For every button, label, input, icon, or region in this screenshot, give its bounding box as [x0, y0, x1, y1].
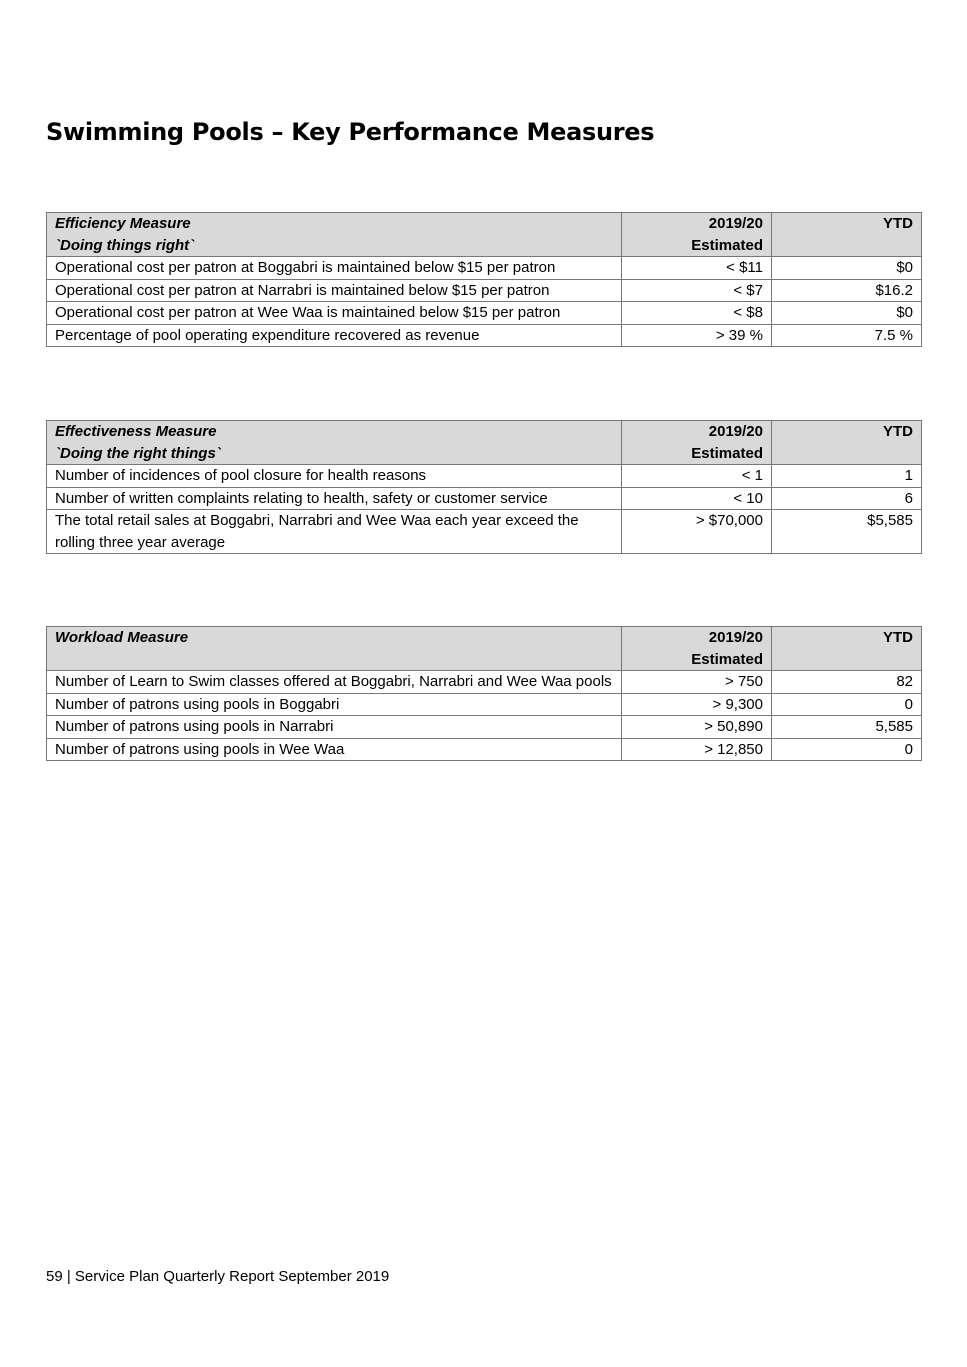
ytd-cell: 7.5 % — [772, 324, 922, 347]
estimated-cell: < $11 — [622, 257, 772, 280]
ytd-cell: $0 — [772, 257, 922, 280]
measure-cell: Operational cost per patron at Wee Waa is maintained below $15 per patron — [47, 302, 622, 325]
measure-cell: Number of patrons using pools in Wee Waa — [47, 738, 622, 761]
estimated-cell: > 39 % — [622, 324, 772, 347]
measure-column-header — [47, 213, 622, 257]
ytd-cell: 82 — [772, 671, 922, 694]
estimated-header-label: Estimated — [691, 650, 763, 668]
measure-title: Efficiency Measure — [55, 215, 191, 232]
measure-cell: Operational cost per patron at Boggabri is maintained below $15 per patron — [47, 257, 622, 280]
table-row — [47, 716, 922, 739]
table-row — [47, 257, 922, 280]
table-row — [47, 465, 922, 488]
table-header-row — [47, 421, 922, 465]
estimated-header-year: 2019/20 — [708, 423, 763, 440]
measure-title: Effectiveness Measure — [55, 423, 217, 440]
estimated-column-header — [622, 213, 772, 257]
estimated-column-header — [622, 421, 772, 465]
estimated-column-header — [622, 627, 772, 671]
table-row — [47, 487, 922, 510]
estimated-cell: > 12,850 — [622, 738, 772, 761]
estimated-cell: < 10 — [622, 487, 772, 510]
table-row — [47, 302, 922, 325]
estimated-header-year: 2019/20 — [708, 629, 763, 646]
measure-column-header — [47, 627, 622, 671]
estimated-header-label: Estimated — [691, 236, 763, 254]
estimated-header-label: Estimated — [691, 444, 763, 462]
measure-column-header — [47, 421, 622, 465]
table-header-row — [47, 627, 922, 671]
ytd-column-header: YTD — [772, 627, 922, 671]
ytd-cell: $5,585 — [772, 510, 922, 554]
ytd-column-header: YTD — [772, 421, 922, 465]
table-row — [47, 510, 922, 554]
workload-measure-table — [46, 626, 922, 761]
ytd-column-header: YTD — [772, 213, 922, 257]
measure-cell: Operational cost per patron at Narrabri is maintained below $15 per patron — [47, 279, 622, 302]
table-row — [47, 671, 922, 694]
estimated-cell: > 50,890 — [622, 716, 772, 739]
table-header-row — [47, 213, 922, 257]
measure-title: Workload Measure — [55, 629, 189, 646]
ytd-cell: 0 — [772, 693, 922, 716]
measure-cell: Number of written complaints relating to health, safety or customer service — [47, 487, 622, 510]
table-row — [47, 693, 922, 716]
ytd-cell: 5,585 — [772, 716, 922, 739]
estimated-cell: < $8 — [622, 302, 772, 325]
estimated-header-year: 2019/20 — [708, 215, 763, 232]
measure-cell: The total retail sales at Boggabri, Narrabri and Wee Waa each year exceed the rolling three year average — [47, 510, 622, 554]
ytd-cell: $16.2 — [772, 279, 922, 302]
table-row — [47, 324, 922, 347]
table-row — [47, 738, 922, 761]
estimated-cell: > $70,000 — [622, 510, 772, 554]
measure-cell: Percentage of pool operating expenditure recovered as revenue — [47, 324, 622, 347]
estimated-cell: < 1 — [622, 465, 772, 488]
page-footer: 59 | Service Plan Quarterly Report September 2019 — [46, 1268, 390, 1285]
ytd-cell: $0 — [772, 302, 922, 325]
effectiveness-measure-table — [46, 420, 922, 554]
efficiency-measure-table — [46, 212, 922, 347]
ytd-cell: 0 — [772, 738, 922, 761]
page-title: Swimming Pools – Key Performance Measures — [46, 118, 655, 146]
ytd-cell: 6 — [772, 487, 922, 510]
measure-subtitle: `Doing things right` — [55, 236, 195, 254]
measure-cell: Number of Learn to Swim classes offered at Boggabri, Narrabri and Wee Waa pools — [47, 671, 622, 694]
estimated-cell: > 9,300 — [622, 693, 772, 716]
measure-subtitle: `Doing the right things` — [55, 444, 221, 462]
ytd-cell: 1 — [772, 465, 922, 488]
measure-cell: Number of incidences of pool closure for health reasons — [47, 465, 622, 488]
table-row — [47, 279, 922, 302]
estimated-cell: > 750 — [622, 671, 772, 694]
measure-cell: Number of patrons using pools in Boggabri — [47, 693, 622, 716]
measure-cell: Number of patrons using pools in Narrabri — [47, 716, 622, 739]
estimated-cell: < $7 — [622, 279, 772, 302]
